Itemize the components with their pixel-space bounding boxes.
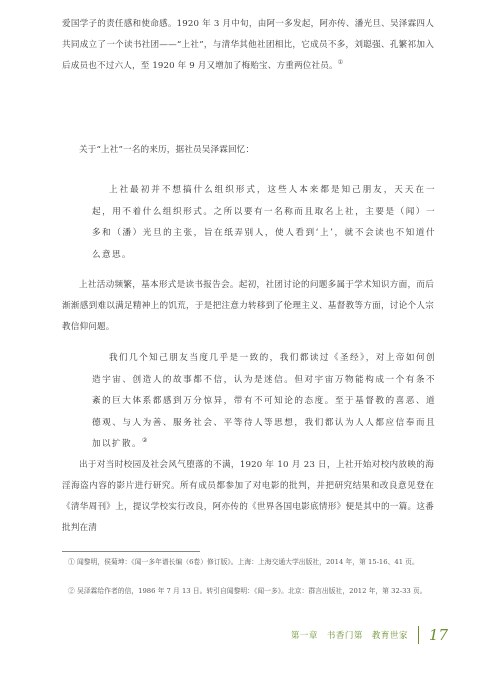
block-quote-1: 上社最初并不想搞什么组织形式，这些人本来都是知己朋友，天天在一起，用不着什么组织形式。之所以要有一名称而且取名上社，主要是（闻）一多和（潘）光旦的主张，旨在纸弄别人，使人看到‘上’，就不会读也不知道什么意思。	[92, 185, 436, 260]
footnote-2: ② 吴泽霖给作者的信，1986 年 7 月 13 日。转引自闻黎明：《闻一多》。北京：群言出版社，2012 年，第 32-33 页。	[68, 587, 427, 595]
footnote-divider	[62, 551, 200, 552]
page-footer	[291, 626, 448, 644]
footnote-1: ① 闻黎明，侯菊坤：《闻一多年谱长编（6卷）修订版》。上海：上海交通大学出版社，2014 年，第 15-16、41 页。	[68, 558, 419, 566]
block-quote-2-text: 我们几个知己朋友当度几乎是一致的，我们都读过《圣经》，对上帝如何创造宇宙、创造人的故事都不信，认为是迷信。但对宇宙万物能构成一个有条不紊的巨大体系都感到万分惊异，带有不可知论的态度。至于基督教的喜恶、道德观、与人为善、服务社会、平等待人等思想，我们都认为人人都应信奉而且加以扩散。	[92, 353, 436, 449]
paragraph-3: 上社活动频繁，基本形式是读书报告会。起初，社团讨论的问题多属于学术知识方面，而后渐渐感到难以满足精神上的饥荒，于是把注意力转移到了伦理主义、基督教等方面，讨论个人宗教信仰问题。	[62, 280, 434, 332]
paragraph-1	[62, 14, 434, 77]
page-number: 17	[418, 626, 448, 644]
paragraph-4: 出于对当时校园及社会风气堕落的不满，1920 年 10 月 23 日，上社开始对校内放映的海淫海盗内容的影片进行研究。所有成员都参加了对电影的批判，并把研究结果和改良意见登在《清华周刊》上，提议学校实行改良，阿亦传的《世界各国电影底情形》便是其中的一篇。这番批判在清	[62, 460, 434, 533]
footnote-ref-2: ②	[141, 437, 149, 445]
chapter-title: 第一章 书香门第 教育世家	[290, 631, 408, 641]
paragraph-2: 关于“上社”一名的来历，据社员吴泽霖回忆：	[79, 145, 255, 155]
block-quote-2	[92, 348, 436, 456]
footnote-ref-1: ①	[337, 59, 344, 67]
paragraph-1-text: 爱国学子的责任感和使命感。1920 年 3 月中旬，由阿一多发起，阿亦传、潘光旦、吴泽霖四人共同成立了一个读书社团——“上社”，与清华其他社团相比，它成员不多，刘聪强、孔繁祁加入后成员也不过六人，至 1920 年 9 月又增加了梅贻宝、方重两位社员。	[62, 19, 434, 71]
